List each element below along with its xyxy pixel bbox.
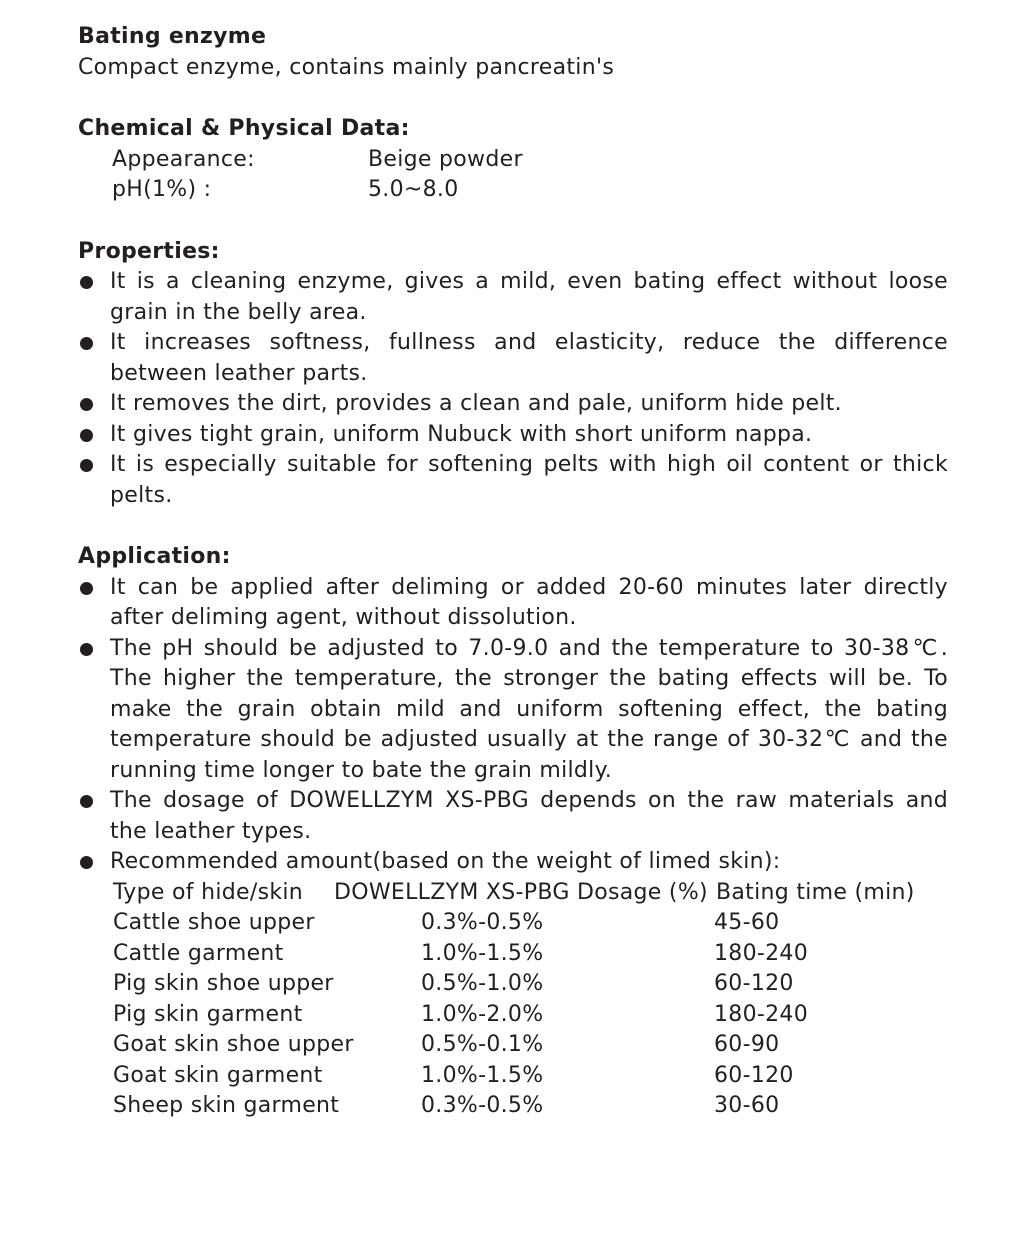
cell-bating-time: 60-120	[714, 971, 794, 996]
table-header	[113, 878, 948, 909]
bullet-icon	[80, 398, 93, 411]
cell-dosage: 0.3%-0.5%	[421, 910, 544, 935]
dosage-table	[113, 878, 948, 1122]
cell-hide-type: Cattle shoe upper	[113, 910, 315, 935]
list-item: It is a cleaning enzyme, gives a mild, even bating effect without loose grain in the belly area.	[78, 267, 948, 328]
appearance-row	[112, 145, 948, 176]
bullet-icon	[80, 429, 93, 442]
cell-dosage: 0.5%-0.1%	[421, 1032, 544, 1057]
appearance-value: Beige powder	[368, 146, 523, 172]
cell-dosage: 0.3%-0.5%	[421, 1093, 544, 1118]
ph-row	[112, 175, 948, 206]
cell-hide-type: Cattle garment	[113, 940, 284, 966]
list-item: It increases softness, fullness and elasticity, reduce the difference between leather parts.	[78, 328, 948, 389]
list-item: The pH should be adjusted to 7.0-9.0 and the temperature to 30-38℃. The higher the temperature, the stronger the bating effects will be. To make the grain obtain mild and uniform softening effect, the bating temperature should be adjusted usually at the range of 30-32℃ and the running time longer to bate the grain mildly.	[78, 634, 948, 787]
bullet-icon	[80, 643, 93, 656]
bullet-icon	[80, 795, 93, 808]
cell-bating-time: 30-60	[714, 1093, 780, 1118]
list-item: It gives tight grain, uniform Nubuck with short uniform nappa.	[78, 420, 948, 451]
list-item: Recommended amount(based on the weight of limed skin):	[78, 847, 948, 878]
ph-label: pH(1%) :	[112, 177, 212, 202]
bullet-icon	[80, 276, 93, 289]
table-row	[113, 908, 948, 939]
product-description: Compact enzyme, contains mainly pancreatin's	[78, 54, 615, 80]
cell-hide-type: Goat skin shoe upper	[113, 1032, 354, 1057]
table-row	[113, 1030, 948, 1061]
table-row	[113, 1061, 948, 1092]
table-row	[113, 1091, 948, 1122]
cell-bating-time: 60-120	[714, 1062, 794, 1088]
datasheet	[78, 22, 948, 1122]
table-row	[113, 939, 948, 970]
cell-bating-time: 60-90	[714, 1032, 780, 1057]
bullet-icon	[80, 856, 93, 869]
list-item: It is especially suitable for softening pelts with high oil content or thick pelts.	[78, 450, 948, 511]
cell-bating-time: 180-240	[714, 940, 809, 966]
appearance-label: Appearance:	[112, 146, 255, 172]
ph-value: 5.0~8.0	[368, 177, 459, 202]
cell-hide-type: Pig skin garment	[113, 1001, 303, 1027]
cell-dosage: 1.0%-1.5%	[421, 940, 544, 966]
bullet-icon	[80, 459, 93, 472]
list-item: The dosage of DOWELLZYM XS-PBG depends on the raw materials and the leather types.	[78, 786, 948, 847]
cell-hide-type: Sheep skin garment	[113, 1093, 340, 1118]
header-hide-type: Type of hide/skin	[113, 879, 304, 905]
application-list	[78, 573, 948, 878]
application-heading: Application:	[78, 544, 231, 569]
cell-hide-type: Pig skin shoe upper	[113, 971, 334, 996]
cell-bating-time: 45-60	[714, 910, 780, 935]
properties-heading: Properties:	[78, 238, 220, 264]
cell-dosage: 1.0%-2.0%	[421, 1001, 544, 1027]
table-row	[113, 969, 948, 1000]
table-row	[113, 1000, 948, 1031]
header-bating-time: Bating time (min)	[716, 879, 915, 905]
cell-dosage: 0.5%-1.0%	[421, 971, 544, 996]
cell-dosage: 1.0%-1.5%	[421, 1062, 544, 1088]
list-item: It can be applied after deliming or added 20-60 minutes later directly after deliming agent, without dissolution.	[78, 573, 948, 634]
properties-list	[78, 267, 948, 511]
header-dosage: DOWELLZYM XS-PBG Dosage (%)	[334, 879, 708, 905]
bullet-icon	[80, 582, 93, 595]
list-item: It removes the dirt, provides a clean and pale, uniform hide pelt.	[78, 389, 948, 420]
chem-heading: Chemical & Physical Data:	[78, 116, 410, 141]
product-title: Bating enzyme	[78, 24, 267, 49]
cell-bating-time: 180-240	[714, 1001, 809, 1027]
bullet-icon	[80, 337, 93, 350]
cell-hide-type: Goat skin garment	[113, 1062, 323, 1088]
